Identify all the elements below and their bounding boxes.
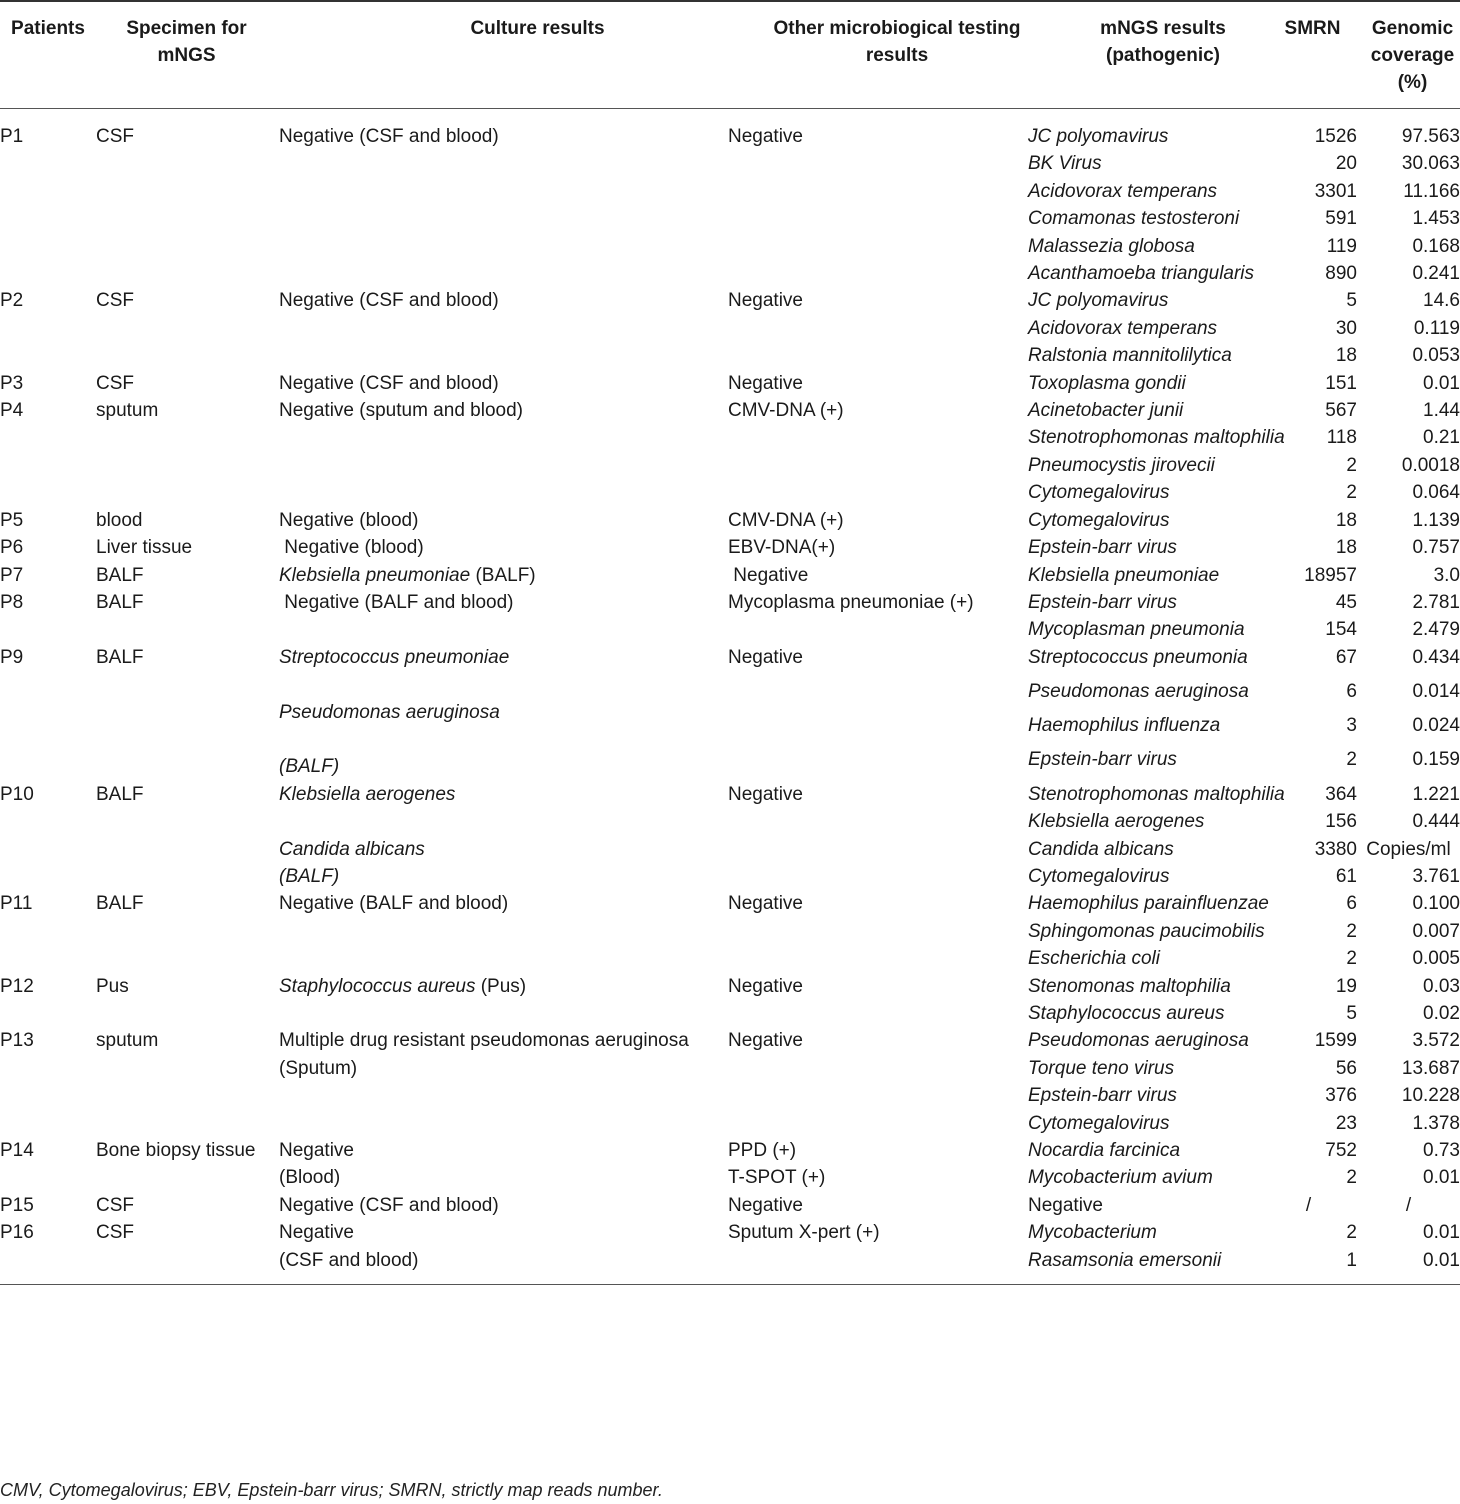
- table-row: [0, 644, 1460, 678]
- cell-coverage: 0.0018: [1401, 454, 1460, 476]
- table-row: [0, 1137, 1460, 1164]
- cell-coverage: 0.444: [1412, 811, 1460, 833]
- culture-line: (Blood): [279, 1167, 341, 1189]
- cell-coverage: 0.005: [1412, 948, 1460, 970]
- table-row: [0, 1192, 1460, 1219]
- header-mngs-line: (pathogenic): [1106, 45, 1220, 66]
- cell-culture: [279, 287, 728, 369]
- cell-coverage: 0.73: [1423, 1140, 1460, 1162]
- cell-other-tests: [728, 562, 1028, 589]
- cell-other-tests: [728, 589, 1028, 644]
- cell-culture: [279, 781, 728, 891]
- culture-text: Negative (BALF and blood): [279, 893, 509, 915]
- cell-culture: [279, 644, 728, 781]
- other-test-text: Negative: [728, 564, 809, 586]
- cell-specimen: BALF: [96, 783, 144, 805]
- header-mngs-line: mNGS results: [1100, 18, 1226, 39]
- cell-mngs-organism: Sphingomonas paucimobilis: [1028, 920, 1265, 942]
- header-other-line: Other microbiogical testing: [773, 18, 1021, 39]
- culture-text: Negative (CSF and blood): [279, 126, 499, 147]
- cell-patient: P16: [0, 1222, 34, 1244]
- cell-smrn: 56: [1335, 1057, 1357, 1079]
- cell-coverage: 0.014: [1412, 680, 1460, 702]
- cell-specimen: Pus: [96, 975, 129, 997]
- cell-culture: [279, 507, 728, 534]
- cell-culture: [279, 1192, 728, 1219]
- cell-patient: P7: [0, 564, 24, 586]
- culture-line: (Sputum): [279, 1057, 358, 1079]
- culture-text: (BALF): [470, 564, 536, 586]
- cell-mngs-organism: Klebsiella pneumoniae: [1028, 564, 1220, 586]
- table-row: [0, 287, 1460, 314]
- cell-coverage: 1.221: [1412, 783, 1460, 805]
- header-specimen-line: mNGS: [157, 45, 216, 66]
- cell-mngs-organism: Cytomegalovirus: [1028, 482, 1170, 504]
- cell-mngs-organism: Mycobacterium: [1028, 1222, 1157, 1244]
- other-test-text: Negative: [728, 1194, 803, 1216]
- other-test-text: Negative: [728, 372, 803, 394]
- cell-mngs-organism: Mycoplasman pneumonia: [1028, 619, 1245, 641]
- table-row: [0, 562, 1460, 589]
- culture-line: Klebsiella aerogenes: [279, 783, 456, 805]
- cell-other-tests: [728, 890, 1028, 972]
- cell-patient: P10: [0, 783, 34, 805]
- cell-other-tests: [728, 781, 1028, 891]
- cell-other-tests: [728, 397, 1028, 507]
- culture-line: Negative: [279, 1140, 354, 1162]
- cell-smrn: 118: [1326, 427, 1357, 449]
- cell-coverage: 0.159: [1412, 749, 1460, 771]
- cell-mngs-organism: Haemophilus parainfluenzae: [1028, 893, 1269, 915]
- table-body: [0, 109, 1460, 1285]
- cell-specimen: BALF: [96, 591, 144, 613]
- cell-mngs-organism: Klebsiella aerogenes: [1028, 811, 1205, 833]
- cell-culture: [279, 1219, 728, 1284]
- cell-mngs-organism: Epstein-barr virus: [1028, 1085, 1177, 1107]
- cell-coverage: 1.139: [1412, 509, 1460, 531]
- cell-mngs-organism: Mycobacterium avium: [1028, 1167, 1213, 1189]
- cell-patient: P12: [0, 975, 34, 997]
- cell-coverage: 0.757: [1412, 537, 1460, 559]
- cell-coverage: 0.434: [1412, 646, 1460, 668]
- cell-smrn: 3301: [1314, 180, 1357, 202]
- cell-smrn: 890: [1325, 263, 1357, 285]
- culture-line: [279, 808, 728, 835]
- cell-patient: P4: [0, 400, 24, 422]
- cell-smrn: 6: [1346, 893, 1357, 915]
- cell-mngs-organism: Acidovorax temperans: [1028, 180, 1218, 202]
- cell-smrn: 23: [1335, 1112, 1357, 1134]
- table-row: [0, 507, 1460, 534]
- header-culture: Culture results: [470, 18, 605, 39]
- header-coverage-line: Genomic: [1371, 18, 1454, 39]
- cell-mngs-organism: Pseudomonas aeruginosa: [1028, 680, 1249, 702]
- cell-mngs-organism: Stenomonas maltophilia: [1028, 975, 1231, 997]
- culture-line: (CSF and blood): [279, 1249, 419, 1271]
- cell-mngs-organism: Nocardia farcinica: [1028, 1140, 1181, 1162]
- cell-culture: [279, 890, 728, 972]
- other-test-text: Sputum X-pert (+): [728, 1222, 880, 1244]
- culture-line: [279, 726, 728, 753]
- cell-smrn: 2: [1346, 482, 1357, 504]
- cell-specimen: Liver tissue: [96, 537, 193, 559]
- cell-coverage: 14.6: [1423, 290, 1460, 312]
- other-test-text: EBV-DNA(+): [728, 537, 836, 559]
- cell-patient: P1: [0, 126, 24, 147]
- cell-mngs-organism: Candida albicans: [1028, 838, 1174, 860]
- cell-other-tests: [728, 1027, 1028, 1137]
- cell-smrn: 61: [1335, 865, 1357, 887]
- cell-mngs-organism: Cytomegalovirus: [1028, 1112, 1170, 1134]
- culture-text: Negative (CSF and blood): [279, 290, 499, 312]
- cell-coverage: 1.453: [1412, 208, 1460, 230]
- cell-smrn: 2: [1346, 948, 1357, 970]
- cell-smrn: 18957: [1304, 564, 1357, 586]
- cell-smrn: 18: [1335, 345, 1357, 367]
- cell-smrn: 67: [1335, 646, 1357, 668]
- cell-specimen: Bone biopsy tissue: [96, 1140, 256, 1162]
- header-specimen-line: Specimen for: [126, 18, 247, 39]
- cell-mngs-organism: Toxoplasma gondii: [1028, 372, 1186, 394]
- cell-smrn: 154: [1325, 619, 1357, 641]
- cell-coverage: 0.01: [1423, 372, 1460, 394]
- cell-coverage: 2.479: [1412, 619, 1460, 641]
- cell-mngs-organism: Ralstonia mannitolilytica: [1028, 345, 1232, 367]
- cell-patient: P9: [0, 646, 24, 668]
- culture-text: Negative (CSF and blood): [279, 1194, 499, 1216]
- cell-mngs-organism: Escherichia coli: [1028, 948, 1160, 970]
- table-row: [0, 397, 1460, 424]
- cell-culture: [279, 1137, 728, 1192]
- culture-line: Streptococcus pneumoniae: [279, 646, 510, 668]
- cell-coverage: 3.761: [1412, 865, 1460, 887]
- culture-text: Staphylococcus aureus: [279, 975, 476, 997]
- culture-text: Negative (blood): [279, 509, 419, 531]
- table-row: [0, 781, 1460, 808]
- cell-culture: [279, 973, 728, 1028]
- cell-patient: P6: [0, 537, 24, 559]
- cell-coverage: 0.02: [1423, 1003, 1460, 1024]
- cell-coverage: 0.168: [1412, 235, 1460, 257]
- cell-smrn: 3380: [1314, 838, 1357, 860]
- cell-coverage: /: [1405, 1194, 1412, 1216]
- cell-other-tests: [728, 1219, 1028, 1284]
- cell-mngs-organism: Epstein-barr virus: [1028, 591, 1177, 613]
- cell-smrn: 18: [1335, 537, 1357, 559]
- cell-smrn: 376: [1325, 1085, 1357, 1107]
- cell-culture: [279, 589, 728, 644]
- culture-line: (BALF): [279, 756, 340, 778]
- cell-coverage: 0.03: [1423, 975, 1460, 997]
- cell-smrn: 3: [1346, 715, 1357, 737]
- culture-text: Negative (blood): [279, 537, 424, 559]
- cell-mngs-organism: Acidovorax temperans: [1028, 317, 1218, 339]
- culture-line: Pseudomonas aeruginosa: [279, 701, 500, 723]
- cell-patient: P11: [0, 893, 33, 915]
- cell-mngs-organism: Pneumocystis jirovecii: [1028, 454, 1215, 476]
- cell-other-tests: [728, 1137, 1028, 1192]
- cell-patient: P3: [0, 372, 24, 394]
- cell-smrn: 1: [1346, 1249, 1357, 1271]
- cell-coverage: 0.053: [1412, 345, 1460, 367]
- footnote: CMV, Cytomegalovirus; EBV, Epstein-barr virus; SMRN, strictly map reads number.: [0, 1480, 663, 1500]
- culture-line: Multiple drug resistant pseudomonas aeruginosa: [279, 1030, 689, 1052]
- cell-mngs-organism: Cytomegalovirus: [1028, 509, 1170, 531]
- header-coverage: [1357, 1, 1460, 109]
- cell-mngs-organism: JC polyomavirus: [1028, 126, 1169, 147]
- cell-specimen: CSF: [96, 1194, 134, 1216]
- cell-smrn: 30: [1335, 317, 1357, 339]
- cell-smrn: 5: [1346, 290, 1357, 312]
- other-test-text: Negative: [728, 893, 803, 915]
- header-smrn: SMRN: [1284, 18, 1341, 39]
- cell-coverage: 11.166: [1403, 180, 1460, 202]
- table-row: [0, 370, 1460, 397]
- cell-coverage: 1.378: [1412, 1112, 1460, 1134]
- cell-other-tests: [728, 507, 1028, 534]
- cell-mngs-organism: Cytomegalovirus: [1028, 865, 1170, 887]
- cell-specimen: CSF: [96, 290, 134, 312]
- culture-text: (Pus): [475, 975, 527, 997]
- other-test-text: Negative: [728, 126, 803, 147]
- cell-coverage: 3.572: [1412, 1030, 1460, 1052]
- cell-coverage: 0.007: [1412, 920, 1460, 942]
- cell-mngs-organism: Acanthamoeba triangularis: [1028, 263, 1255, 285]
- cell-mngs-organism: Negative: [1028, 1194, 1103, 1216]
- cell-mngs-organism: JC polyomavirus: [1028, 290, 1169, 312]
- cell-culture: [279, 370, 728, 397]
- cell-smrn: /: [1305, 1194, 1312, 1216]
- cell-specimen: sputum: [96, 1030, 159, 1052]
- cell-coverage: 0.024: [1412, 715, 1460, 737]
- culture-line: Candida albicans: [279, 838, 425, 860]
- header-coverage-line: (%): [1397, 72, 1428, 93]
- other-test-text: Negative: [728, 975, 803, 997]
- other-test-text: CMV-DNA (+): [728, 400, 844, 422]
- other-test-text: Negative: [728, 1030, 803, 1052]
- cell-specimen: sputum: [96, 400, 159, 422]
- cell-mngs-organism: Pseudomonas aeruginosa: [1028, 1030, 1249, 1052]
- cell-smrn: 151: [1325, 372, 1357, 394]
- table-row: [0, 1219, 1460, 1246]
- cell-coverage: 0.01: [1423, 1249, 1460, 1271]
- other-test-text: Mycoplasma pneumoniae (+): [728, 591, 974, 613]
- cell-other-tests: [728, 534, 1028, 561]
- header-other: [728, 1, 1028, 109]
- header-patients: Patients: [11, 18, 85, 39]
- cell-coverage: 10.228: [1401, 1085, 1460, 1107]
- cell-other-tests: [728, 644, 1028, 781]
- cell-smrn: 20: [1335, 153, 1357, 175]
- cell-patient: P13: [0, 1030, 34, 1052]
- cell-mngs-organism: Malassezia globosa: [1028, 235, 1195, 257]
- table-row: [0, 589, 1460, 616]
- cell-specimen: BALF: [96, 564, 144, 586]
- cell-smrn: 19: [1335, 975, 1357, 997]
- cell-coverage: 0.21: [1423, 427, 1460, 449]
- cell-coverage: 13.687: [1401, 1057, 1460, 1079]
- cell-smrn: 1599: [1314, 1030, 1357, 1052]
- cell-coverage: 97.563: [1401, 126, 1460, 147]
- cell-other-tests: [728, 109, 1028, 288]
- header-specimen: [96, 1, 279, 109]
- cell-smrn: 364: [1325, 783, 1357, 805]
- cell-mngs-organism: Torque teno virus: [1028, 1057, 1175, 1079]
- culture-text: Negative (BALF and blood): [279, 591, 514, 613]
- cell-other-tests: [728, 287, 1028, 369]
- cell-specimen: CSF: [96, 126, 134, 147]
- cell-mngs-organism: Epstein-barr virus: [1028, 749, 1177, 771]
- cell-specimen: BALF: [96, 893, 144, 915]
- cell-specimen: CSF: [96, 1222, 134, 1244]
- cell-specimen: CSF: [96, 372, 134, 394]
- cell-coverage: 3.0: [1433, 564, 1460, 586]
- other-test-text: Negative: [728, 290, 803, 312]
- cell-mngs-organism: Stenotrophomonas maltophilia: [1028, 427, 1285, 449]
- cell-smrn: 45: [1335, 591, 1357, 613]
- other-test-line: PPD (+): [728, 1140, 797, 1162]
- cell-mngs-organism: BK Virus: [1028, 153, 1102, 175]
- cell-mngs-organism: Rasamsonia emersonii: [1028, 1249, 1222, 1271]
- cell-other-tests: [728, 1192, 1028, 1219]
- header-coverage-line: coverage: [1370, 45, 1455, 66]
- cell-patient: P15: [0, 1194, 34, 1216]
- cell-coverage: 0.01: [1423, 1167, 1460, 1189]
- cell-culture: [279, 1027, 728, 1137]
- cell-coverage: 2.781: [1412, 591, 1460, 613]
- cell-coverage: 0.241: [1412, 263, 1460, 285]
- culture-text: Klebsiella pneumoniae: [279, 564, 471, 586]
- cell-coverage: 0.064: [1412, 482, 1460, 504]
- other-test-line: T-SPOT (+): [728, 1167, 826, 1189]
- cell-smrn: 1526: [1314, 126, 1357, 147]
- cell-smrn: 2: [1346, 920, 1357, 942]
- culture-line: (BALF): [279, 865, 340, 887]
- table-row: [0, 109, 1460, 151]
- header-mngs: [1028, 1, 1260, 109]
- cell-other-tests: [728, 370, 1028, 397]
- cell-culture: [279, 534, 728, 561]
- other-test-text: Negative: [728, 783, 803, 805]
- cell-smrn: 591: [1325, 208, 1357, 230]
- cell-other-tests: [728, 973, 1028, 1028]
- cell-smrn: 752: [1325, 1140, 1357, 1162]
- table-row: [0, 534, 1460, 561]
- cell-patient: P8: [0, 591, 24, 613]
- cell-smrn: 2: [1346, 749, 1357, 771]
- table-row: [0, 973, 1460, 1000]
- cell-smrn: 156: [1325, 811, 1357, 833]
- cell-mngs-organism: Streptococcus pneumonia: [1028, 646, 1248, 668]
- cell-coverage: 0.119: [1413, 317, 1460, 339]
- cell-mngs-organism: Staphylococcus aureus: [1028, 1003, 1225, 1024]
- cell-coverage: 1.44: [1423, 400, 1460, 422]
- cell-patient: P5: [0, 509, 24, 531]
- cell-mngs-organism: Acinetobacter junii: [1028, 400, 1184, 422]
- cell-specimen: BALF: [96, 646, 144, 668]
- cell-smrn: 6: [1346, 680, 1357, 702]
- cell-culture: [279, 109, 728, 288]
- header-other-line: results: [865, 45, 929, 66]
- culture-line: Negative: [279, 1222, 354, 1244]
- cell-coverage: 0.100: [1412, 893, 1460, 915]
- cell-smrn: 2: [1346, 1222, 1357, 1244]
- cell-coverage: Copies/ml: [1366, 838, 1451, 860]
- cell-mngs-organism: Haemophilus influenza: [1028, 715, 1221, 737]
- cell-smrn: 5: [1346, 1003, 1357, 1024]
- table-header: [0, 1, 1460, 109]
- cell-coverage: 0.01: [1423, 1222, 1460, 1244]
- cell-mngs-organism: Stenotrophomonas maltophilia: [1028, 783, 1285, 805]
- culture-text: Negative (CSF and blood): [279, 372, 499, 394]
- cell-patient: P2: [0, 290, 24, 312]
- other-test-text: Negative: [728, 646, 803, 668]
- cell-mngs-organism: Epstein-barr virus: [1028, 537, 1177, 559]
- table-row: [0, 1027, 1460, 1054]
- cell-mngs-organism: Comamonas testosteroni: [1028, 208, 1240, 230]
- cell-smrn: 2: [1346, 454, 1357, 476]
- cell-specimen: blood: [96, 509, 143, 531]
- table-row: [0, 890, 1460, 917]
- cell-smrn: 119: [1326, 235, 1357, 257]
- cell-culture: [279, 562, 728, 589]
- culture-line: [279, 671, 728, 698]
- cell-smrn: 2: [1346, 1167, 1357, 1189]
- culture-text: Negative (sputum and blood): [279, 400, 523, 422]
- cell-coverage: 30.063: [1401, 153, 1460, 175]
- cell-patient: P14: [0, 1140, 34, 1162]
- cell-smrn: 567: [1325, 400, 1357, 422]
- cell-smrn: 18: [1335, 509, 1357, 531]
- other-test-text: CMV-DNA (+): [728, 509, 844, 531]
- cell-culture: [279, 397, 728, 507]
